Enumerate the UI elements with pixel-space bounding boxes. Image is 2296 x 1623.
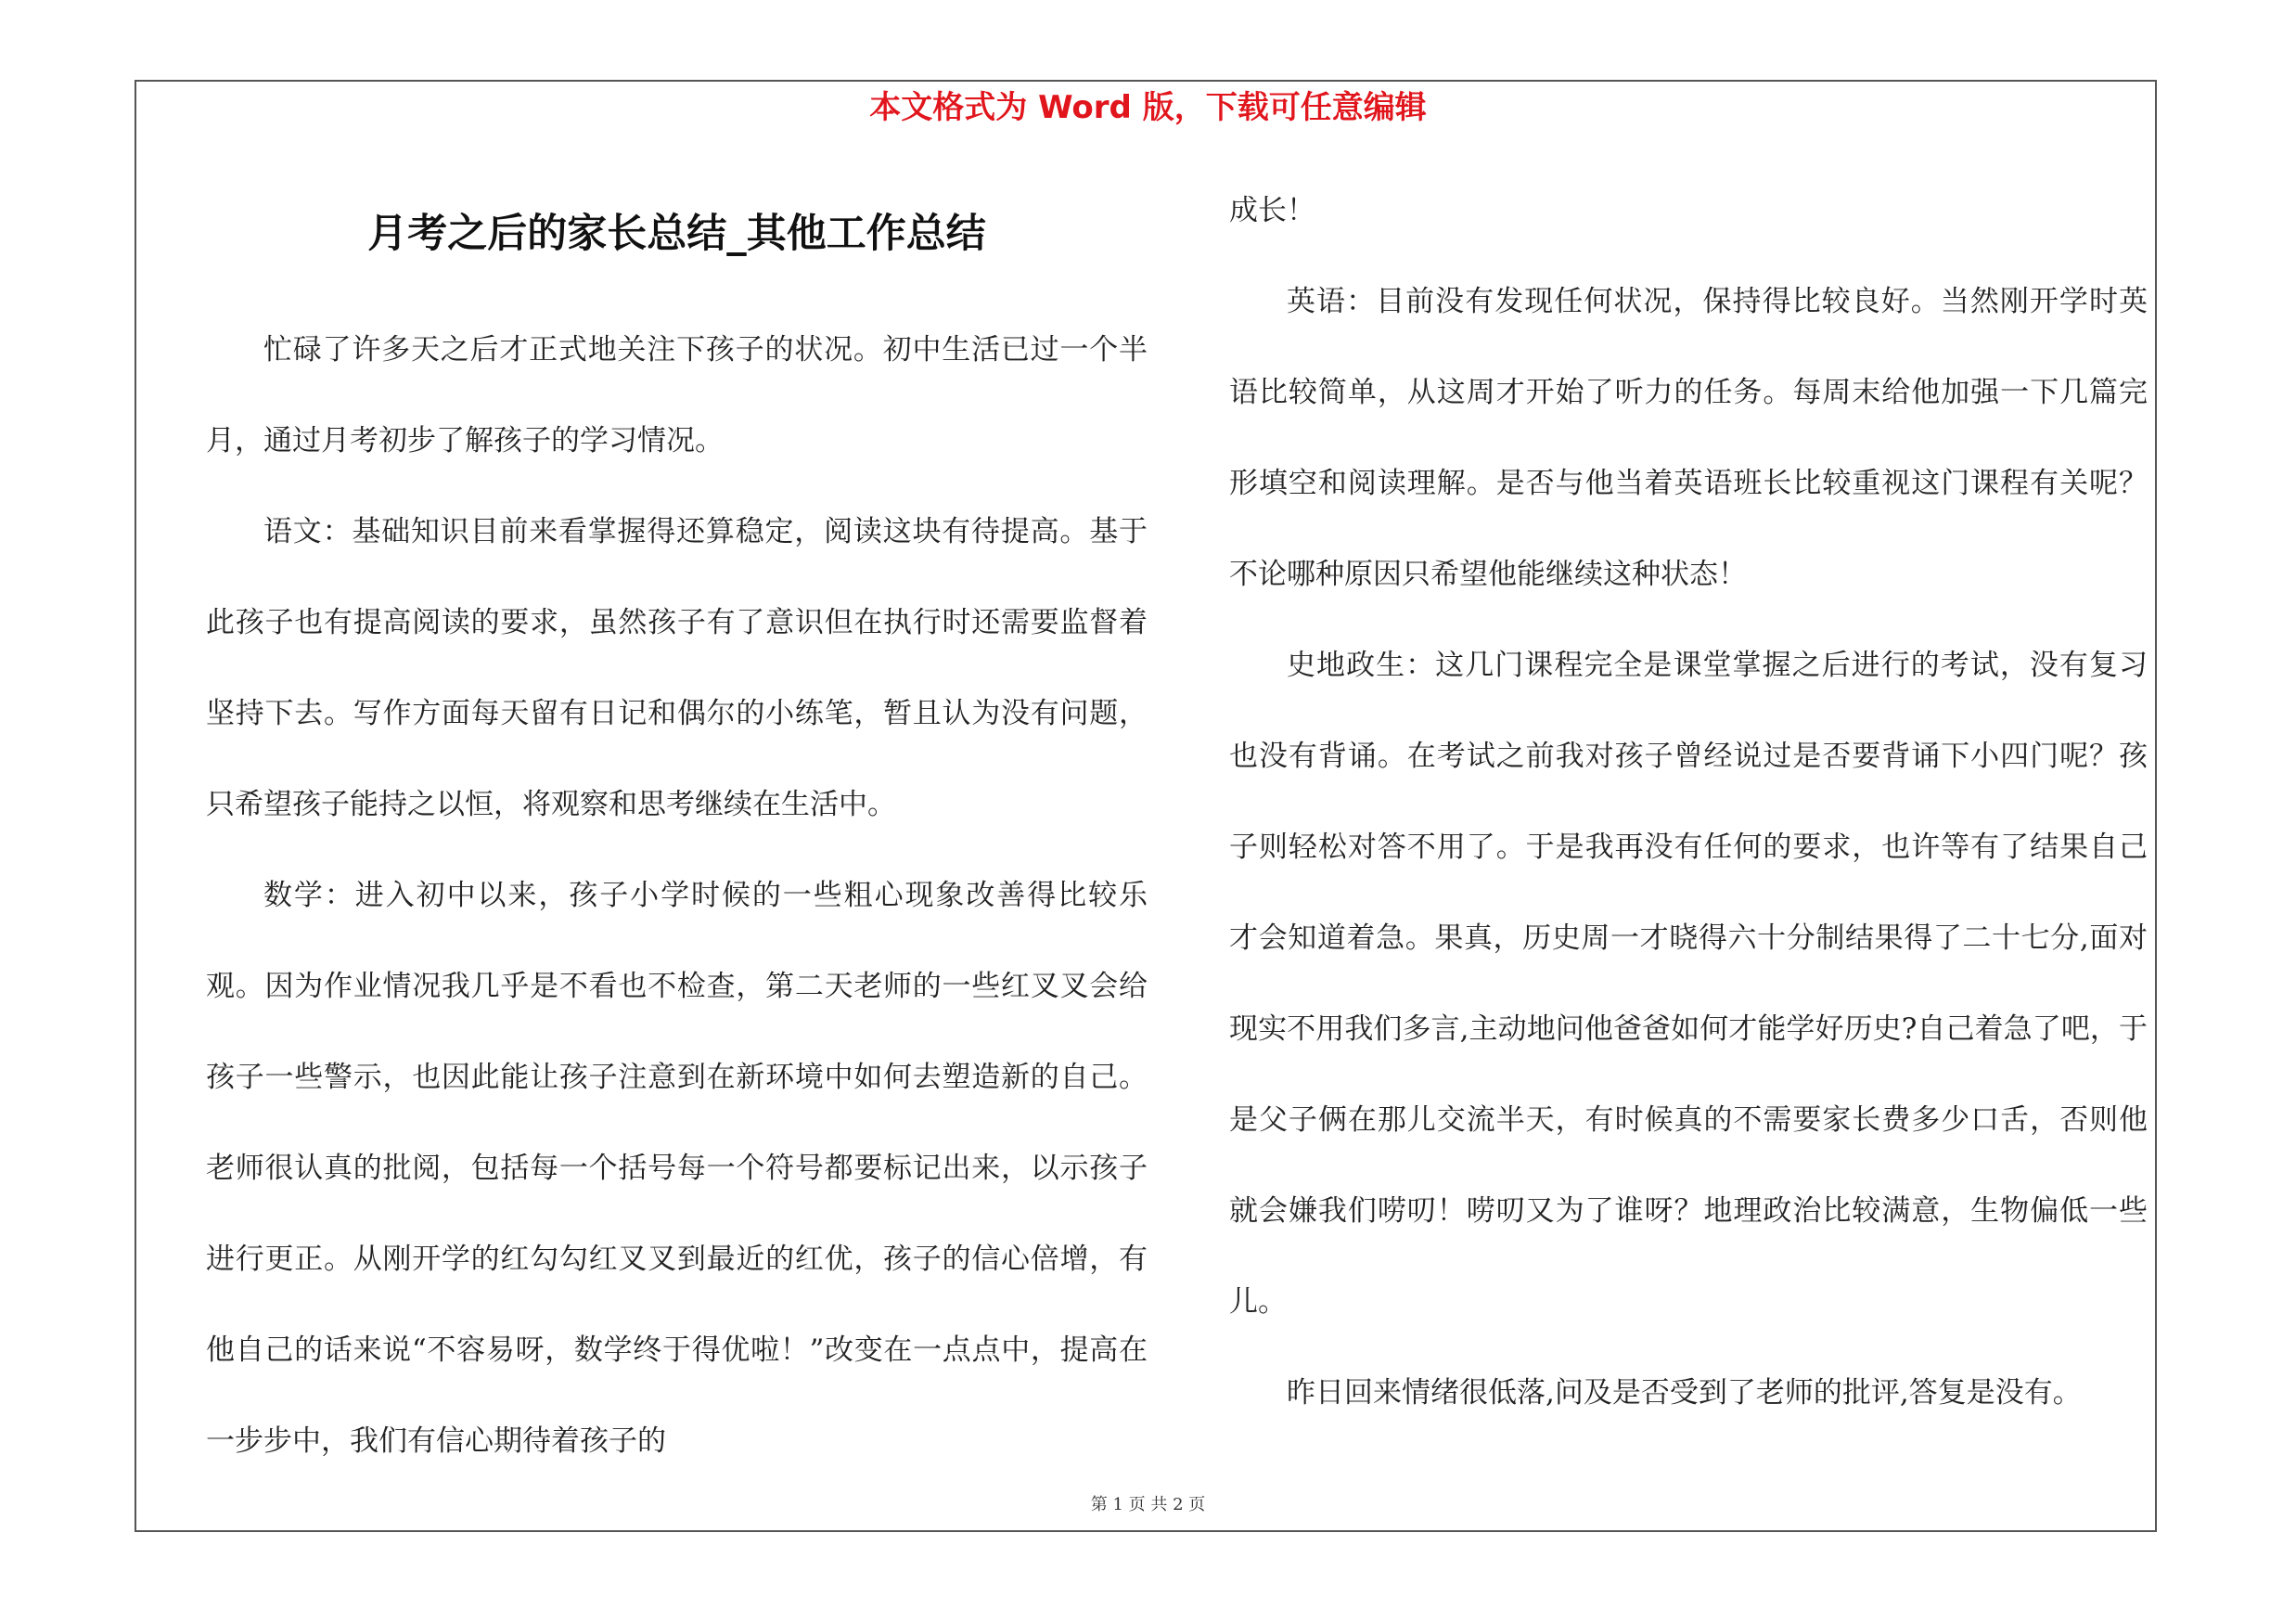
left-column bbox=[206, 304, 1148, 1487]
paragraph-growth-continued: 成长！ bbox=[1229, 194, 1315, 227]
document-title: 月考之后的家长总结_其他工作总结 bbox=[367, 211, 986, 257]
page-number: 第 1 页 共 2 页 bbox=[1090, 1495, 1206, 1514]
paragraph-intro: 忙碌了许多天之后才正式地关注下孩子的状况。初中生活已过一个半月，通过月考初步了解孩子的学习情况。 bbox=[206, 333, 1148, 457]
paragraph-other-subjects: 史地政生：这几门课程完全是课堂掌握之后进行的考试，没有复习也没有背诵。在考试之前我对孩子曾经说过是否要背诵下小四门呢？孩子则轻松对答不用了。于是我再没有任何的要求，也许等有了结果自己才会知道着急。果真，历史周一才晓得六十分制结果得了二十七分,面对现实不用我们多言,主动地问他爸爸如何才能学好历史?自己着急了吧，于是父子俩在那儿交流半天，有时候真的不需要家长费多少口舌，否则他就会嫌我们唠叨！唠叨又为了谁呀？地理政治比较满意，生物偏低一些儿。 bbox=[1229, 649, 2148, 1319]
right-column bbox=[1229, 165, 2148, 1438]
paragraph-english: 英语：目前没有发现任何状况，保持得比较良好。当然刚开学时英语比较简单，从这周才开始了听力的任务。每周末给他加强一下几篇完形填空和阅读理解。是否与他当着英语班长比较重视这门课程有关呢？不论哪种原因只希望他能继续这种状态！ bbox=[1229, 285, 2148, 591]
paragraph-yesterday: 昨日回来情绪很低落,问及是否受到了老师的批评,答复是没有。 bbox=[1287, 1376, 2082, 1410]
paragraph-math: 数学：进入初中以来，孩子小学时候的一些粗心现象改善得比较乐观。因为作业情况我几乎是不看也不检查，第二天老师的一些红叉叉会给孩子一些警示，也因此能让孩子注意到在新环境中如何去塑造新的自己。老师很认真的批阅，包括每一个括号每一个符号都要标记出来，以示孩子进行更正。从刚开学的红勾勾红叉叉到最近的红优，孩子的信心倍增，有他自己的话来说“不容易呀，数学终于得优啦！”改变在一点点中，提高在一步步中，我们有信心期待着孩子的 bbox=[206, 879, 1148, 1458]
paragraph-chinese: 语文：基础知识目前来看掌握得还算稳定，阅读这块有待提高。基于此孩子也有提高阅读的要求，虽然孩子有了意识但在执行时还需要监督着坚持下去。写作方面每天留有日记和偶尔的小练笔，暂且认为没有问题，只希望孩子能持之以恒，将观察和思考继续在生活中。 bbox=[206, 515, 1148, 821]
format-banner-text: 本文格式为 Word 版，下载可任意编辑 bbox=[869, 89, 1427, 126]
